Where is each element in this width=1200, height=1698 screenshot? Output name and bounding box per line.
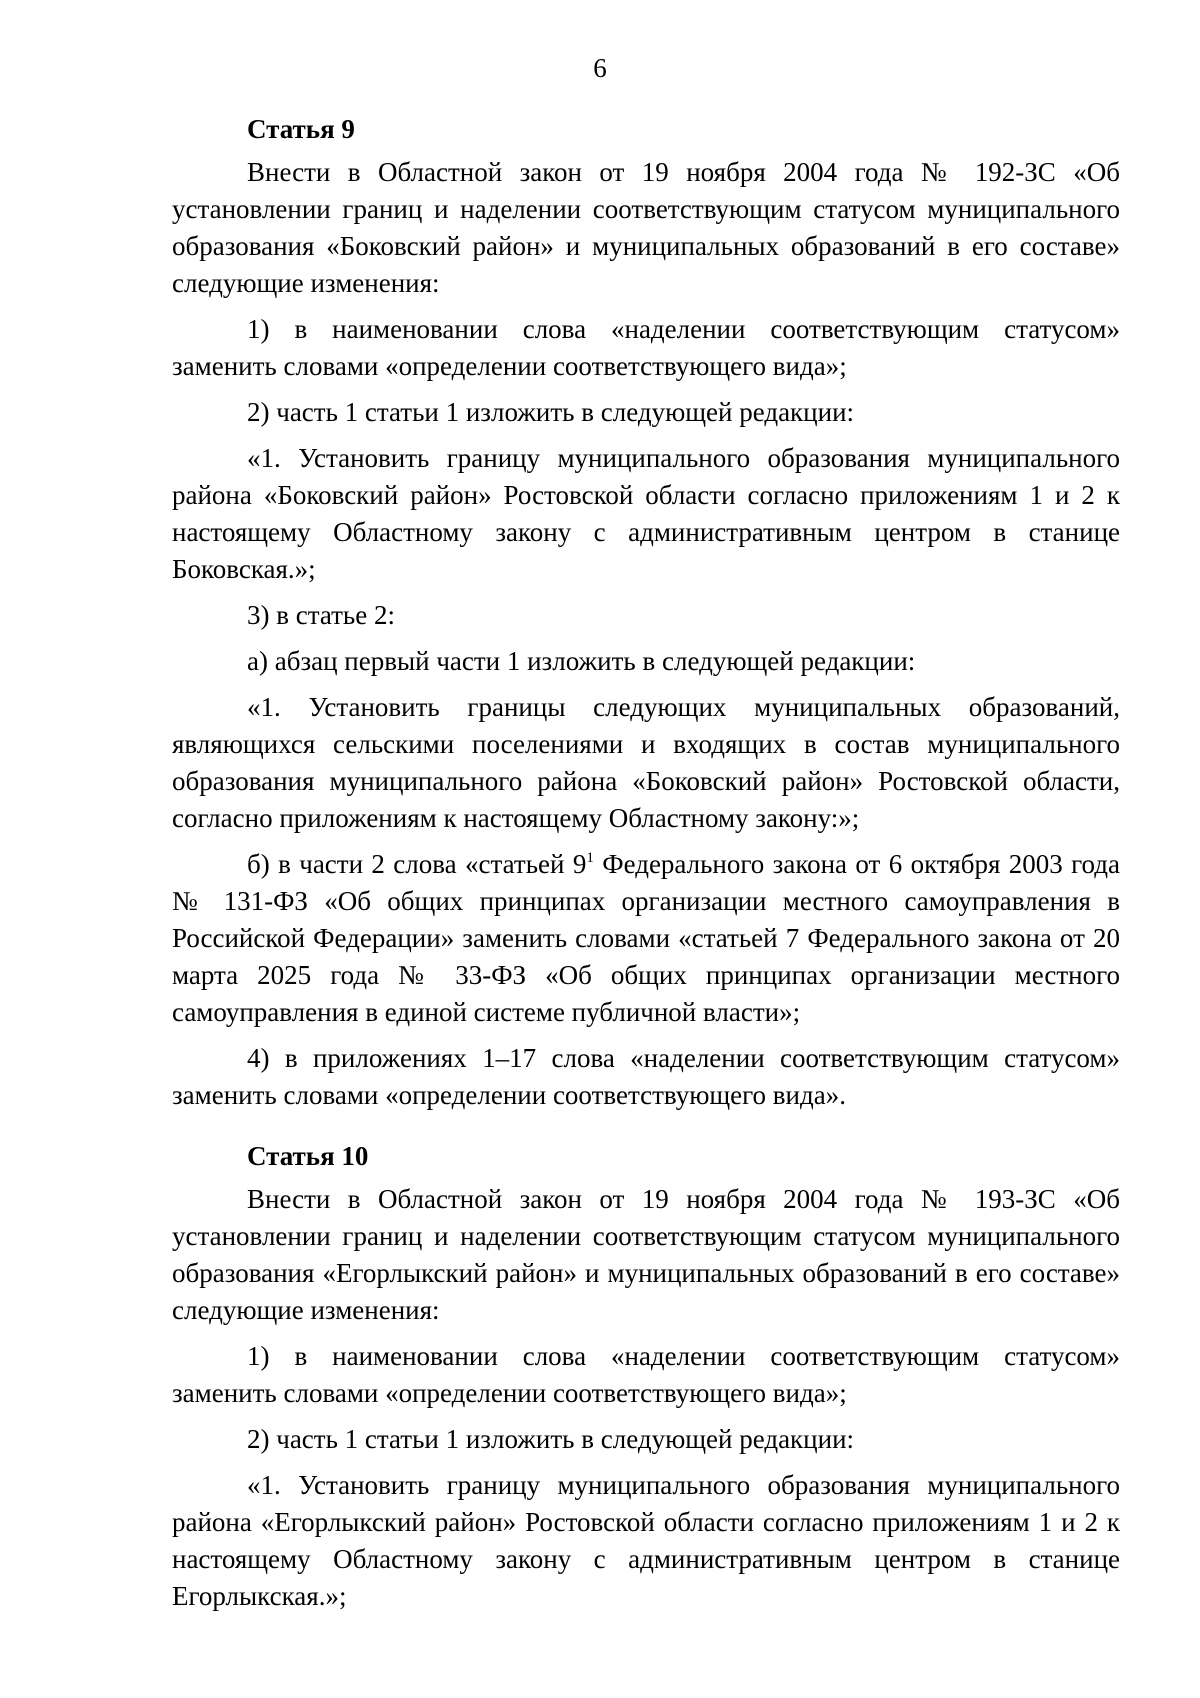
article-9-item-3a: а) абзац первый части 1 изложить в следующей редакции: (247, 646, 916, 676)
article-9-item-3a-text: «1. Установить границы следующих муниципальных образований, являющихся сельскими поселениями и входящих в состав муниципального образования муниципального района «Боковский район» Ростовской области, согласно приложениям к настоящему Областному закону:»; (172, 692, 1120, 833)
article-9-item-3b-end: Федерального закона от 6 октября 2003 года № 131-ФЗ «Об общих принципах организации местного самоуправления в Российской Федерации» заменить словами «статьей 7 Федерального закона от 20 марта 2025 года № 33-ФЗ «Об общих принципах организации местного самоуправления в единой системе публичной власти»; (172, 849, 1120, 1027)
article-9-title: Статья 9 (247, 114, 355, 144)
article-9-item-3: 3) в статье 2: (247, 600, 395, 630)
article-10-title: Статья 10 (247, 1141, 369, 1171)
page-number: 6 (593, 53, 607, 83)
article-10-intro: Внести в Областной закон от 19 ноября 2004 года № 193-ЗС «Об установлении границ и наделении соответствующим статусом муниципального образования «Егорлыкский район» и муниципальных образований в его составе» следующие изменения: (172, 1184, 1120, 1325)
article-9-item-3b-start: б) в части 2 слова «статьей 9 (247, 849, 587, 879)
article-10-item-2: 2) часть 1 статьи 1 изложить в следующей редакции: (247, 1424, 855, 1454)
article-9-item-3b (172, 846, 1120, 1031)
article-10-item-2-text: «1. Установить границу муниципального образования муниципального района «Егорлыкский район» Ростовской области согласно приложениям 1 и 2 к настоящему Областному закону с административным центром в станице Егорлыкская.»; (172, 1470, 1120, 1611)
article-9-item-2-text: «1. Установить границу муниципального образования муниципального района «Боковский район» Ростовской области согласно приложениям 1 и 2 к настоящему Областному закону с административным центром в станице Боковская.»; (172, 443, 1120, 584)
document-body (172, 111, 1120, 1624)
article-9-intro: Внести в Областной закон от 19 ноября 2004 года № 192-ЗС «Об установлении границ и наделении соответствующим статусом муниципального образования «Боковский район» и муниципальных образований в его составе» следующие изменения: (172, 157, 1120, 298)
article-9-item-2: 2) часть 1 статьи 1 изложить в следующей редакции: (247, 397, 855, 427)
article-9-item-4: 4) в приложениях 1–17 слова «наделении соответствующим статусом» заменить словами «определении соответствующего вида». (172, 1043, 1120, 1110)
article-10-item-1: 1) в наименовании слова «наделении соответствующим статусом» заменить словами «определении соответствующего вида»; (172, 1341, 1120, 1408)
superscript-number: 1 (586, 850, 594, 866)
article-9-item-1: 1) в наименовании слова «наделении соответствующим статусом» заменить словами «определении соответствующего вида»; (172, 314, 1120, 381)
